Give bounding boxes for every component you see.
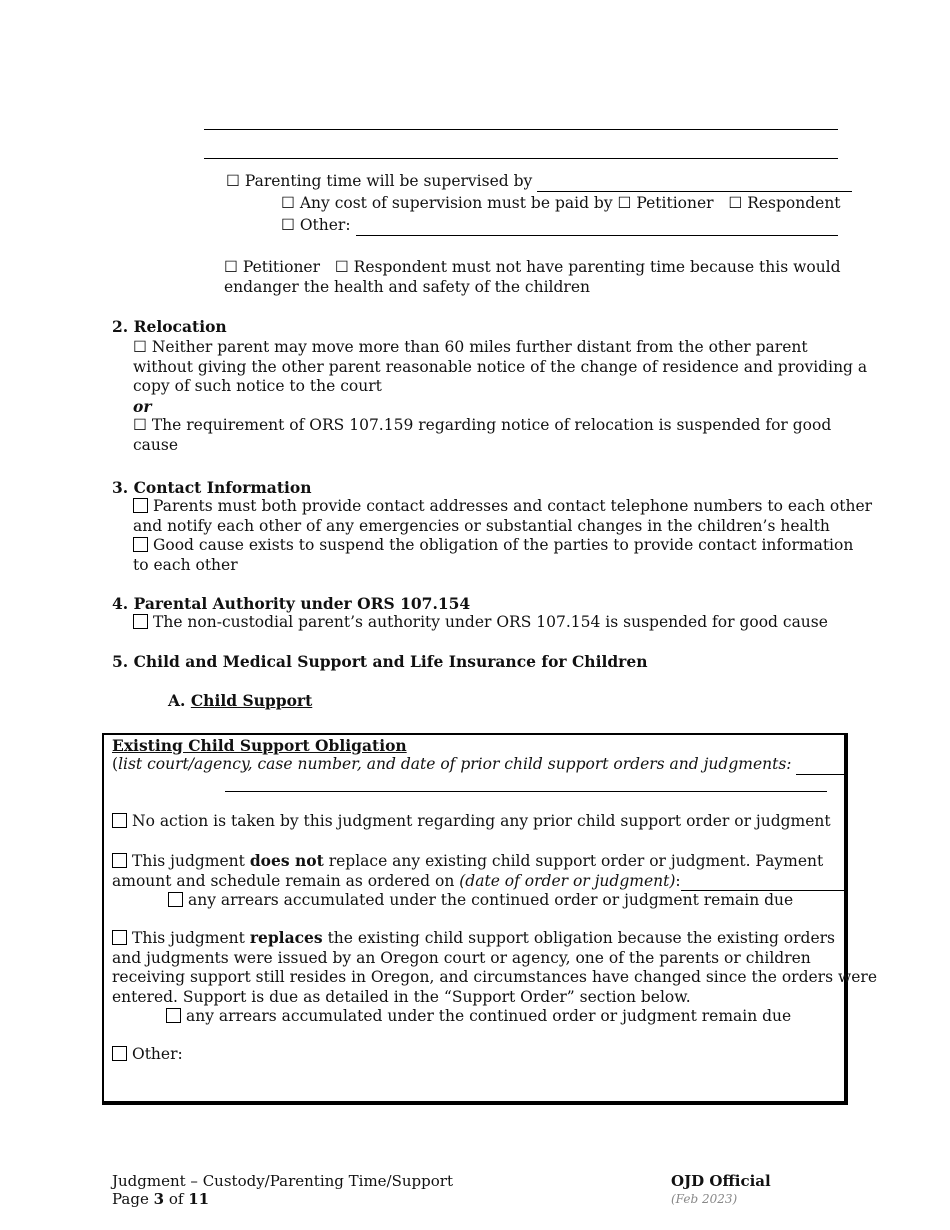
relocation-section bbox=[133, 338, 868, 455]
footer-date: (Feb 2023) bbox=[671, 1192, 738, 1206]
child-support-prefix: A. bbox=[168, 691, 186, 710]
cost-label: Any cost of supervision must be paid by bbox=[299, 194, 613, 212]
relocation-opt1-checkbox[interactable]: ☐ bbox=[133, 338, 147, 356]
footer-left bbox=[112, 1172, 453, 1208]
footer-page-num: 3 bbox=[153, 1190, 165, 1208]
no-time-petitioner-checkbox[interactable]: ☐ bbox=[224, 258, 238, 276]
arrears2-checkbox[interactable] bbox=[166, 1008, 181, 1023]
footer-of-word: of bbox=[168, 1190, 184, 1208]
box-other-row bbox=[112, 1045, 183, 1065]
replaces-text-2: and judgments were issued by an Oregon court or agency, one of the parents or children bbox=[112, 948, 811, 967]
cost-respondent-label: Respondent bbox=[747, 194, 841, 212]
contact-opt1-checkbox[interactable] bbox=[133, 498, 148, 513]
replaces-text-pre: This judgment bbox=[132, 929, 245, 947]
not-replace-text-bold: does not bbox=[249, 851, 324, 870]
footer-page-word: Page bbox=[112, 1190, 149, 1208]
contact-heading: 3. Contact Information bbox=[112, 478, 312, 497]
support-heading: 5. Child and Medical Support and Life Insurance for Children bbox=[112, 652, 648, 671]
authority-text: The non-custodial parent’s authority under ORS 107.154 is suspended for good cause bbox=[153, 613, 828, 631]
replaces-text-3: receiving support still resides in Oregon, and circumstances have changed since the orders were bbox=[112, 968, 877, 986]
not-replace-text-post: replace any existing child support order or judgment. Payment bbox=[328, 852, 824, 870]
arrears2-text: any arrears accumulated under the continued order or judgment remain due bbox=[186, 1007, 792, 1025]
prior-orders-line-2[interactable] bbox=[225, 791, 827, 792]
other-checkbox[interactable]: ☐ bbox=[281, 216, 295, 234]
no-time-text-1: Respondent must not have parenting time because this would bbox=[353, 258, 841, 276]
supervised-checkbox[interactable]: ☐ bbox=[226, 172, 240, 190]
replaces-text-post: the existing child support obligation because the existing orders bbox=[327, 929, 836, 947]
supervisor-field[interactable] bbox=[537, 177, 852, 192]
contact-opt2-text-2: to each other bbox=[133, 555, 238, 574]
replaces-checkbox[interactable] bbox=[112, 930, 127, 945]
no-action-row bbox=[112, 812, 831, 832]
cost-respondent-checkbox[interactable]: ☐ bbox=[728, 194, 743, 212]
cost-petitioner-checkbox[interactable]: ☐ bbox=[617, 194, 632, 212]
cost-row bbox=[281, 194, 841, 214]
other-row bbox=[281, 216, 838, 236]
instructions-paren: ( bbox=[112, 755, 119, 773]
not-replace-colon: : bbox=[675, 871, 681, 890]
prior-orders-field[interactable] bbox=[796, 760, 848, 775]
arrears-text: any arrears accumulated under the continued order or judgment remain due bbox=[188, 891, 794, 909]
replaces-block bbox=[112, 928, 877, 1027]
replaces-text-bold: replaces bbox=[249, 928, 323, 947]
other-label: Other: bbox=[299, 216, 351, 234]
no-action-checkbox[interactable] bbox=[112, 813, 127, 828]
box-other-text: Other: bbox=[132, 1045, 183, 1063]
relocation-opt2-text: The requirement of ORS 107.159 regarding notice of relocation is suspended for good bbox=[151, 416, 832, 434]
not-replace-block bbox=[112, 851, 838, 911]
existing-obligation-instructions bbox=[112, 755, 838, 775]
child-support-title: Child Support bbox=[190, 691, 313, 710]
relocation-opt1-text-3: copy of such notice to the court bbox=[133, 377, 382, 395]
replaces-text-4: entered. Support is due as detailed in the “Support Order” section below. bbox=[112, 987, 691, 1006]
cost-checkbox[interactable]: ☐ bbox=[281, 194, 295, 212]
no-time-respondent-checkbox[interactable]: ☐ bbox=[334, 258, 349, 276]
supervised-row bbox=[226, 172, 838, 192]
arrears-checkbox[interactable] bbox=[168, 892, 183, 907]
footer-official: OJD Official bbox=[671, 1172, 771, 1190]
relocation-opt2-text-2: cause bbox=[133, 435, 179, 454]
order-date-field[interactable] bbox=[681, 876, 844, 891]
relocation-heading: 2. Relocation bbox=[112, 317, 227, 336]
supervised-label: Parenting time will be supervised by bbox=[244, 172, 533, 190]
relocation-opt1-text: Neither parent may move more than 60 miles further distant from the other parent bbox=[151, 338, 808, 356]
relocation-or: or bbox=[133, 396, 152, 416]
existing-obligation-box bbox=[102, 733, 877, 1105]
no-parenting-time bbox=[224, 258, 844, 297]
contact-section bbox=[133, 497, 873, 575]
box-other-checkbox[interactable] bbox=[112, 1046, 127, 1061]
not-replace-line2: amount and schedule remain as ordered on bbox=[112, 871, 455, 890]
authority-checkbox[interactable] bbox=[133, 614, 148, 629]
relocation-opt2-checkbox[interactable]: ☐ bbox=[133, 416, 147, 434]
footer-page-number bbox=[112, 1190, 453, 1208]
relocation-opt1-text-2: without giving the other parent reasonable notice of the change of residence and providing a bbox=[133, 357, 868, 376]
existing-obligation-title: Existing Child Support Obligation bbox=[112, 736, 407, 755]
footer-page-total: 11 bbox=[188, 1190, 210, 1208]
contact-opt2-checkbox[interactable] bbox=[133, 537, 148, 552]
not-replace-checkbox[interactable] bbox=[112, 853, 127, 868]
instructions-text: list court/agency, case number, and date of prior child support orders and judgments: bbox=[118, 755, 792, 773]
authority-section bbox=[133, 613, 828, 633]
not-replace-text-pre: This judgment bbox=[132, 852, 245, 870]
footer-right bbox=[671, 1172, 771, 1208]
no-time-text-2: endanger the health and safety of the children bbox=[224, 277, 590, 296]
no-action-text: No action is taken by this judgment regarding any prior child support order or judgment bbox=[132, 812, 831, 830]
footer-form-title: Judgment – Custody/Parenting Time/Support bbox=[112, 1172, 453, 1190]
authority-heading: 4. Parental Authority under ORS 107.154 bbox=[112, 594, 471, 613]
contact-opt1-text-2: and notify each other of any emergencies or substantial changes in the children’s health bbox=[133, 516, 830, 535]
contact-opt2-text: Good cause exists to suspend the obligation of the parties to provide contact information bbox=[153, 536, 854, 554]
child-support-subheading bbox=[168, 691, 312, 711]
blank-line-2[interactable] bbox=[204, 158, 838, 159]
blank-line-1[interactable] bbox=[204, 129, 838, 130]
contact-opt1-text: Parents must both provide contact addresses and contact telephone numbers to each other bbox=[153, 497, 873, 515]
not-replace-date-hint: (date of order or judgment) bbox=[459, 871, 676, 890]
other-field[interactable] bbox=[356, 221, 838, 236]
cost-petitioner-label: Petitioner bbox=[636, 194, 714, 212]
no-time-petitioner-label: Petitioner bbox=[242, 258, 321, 276]
